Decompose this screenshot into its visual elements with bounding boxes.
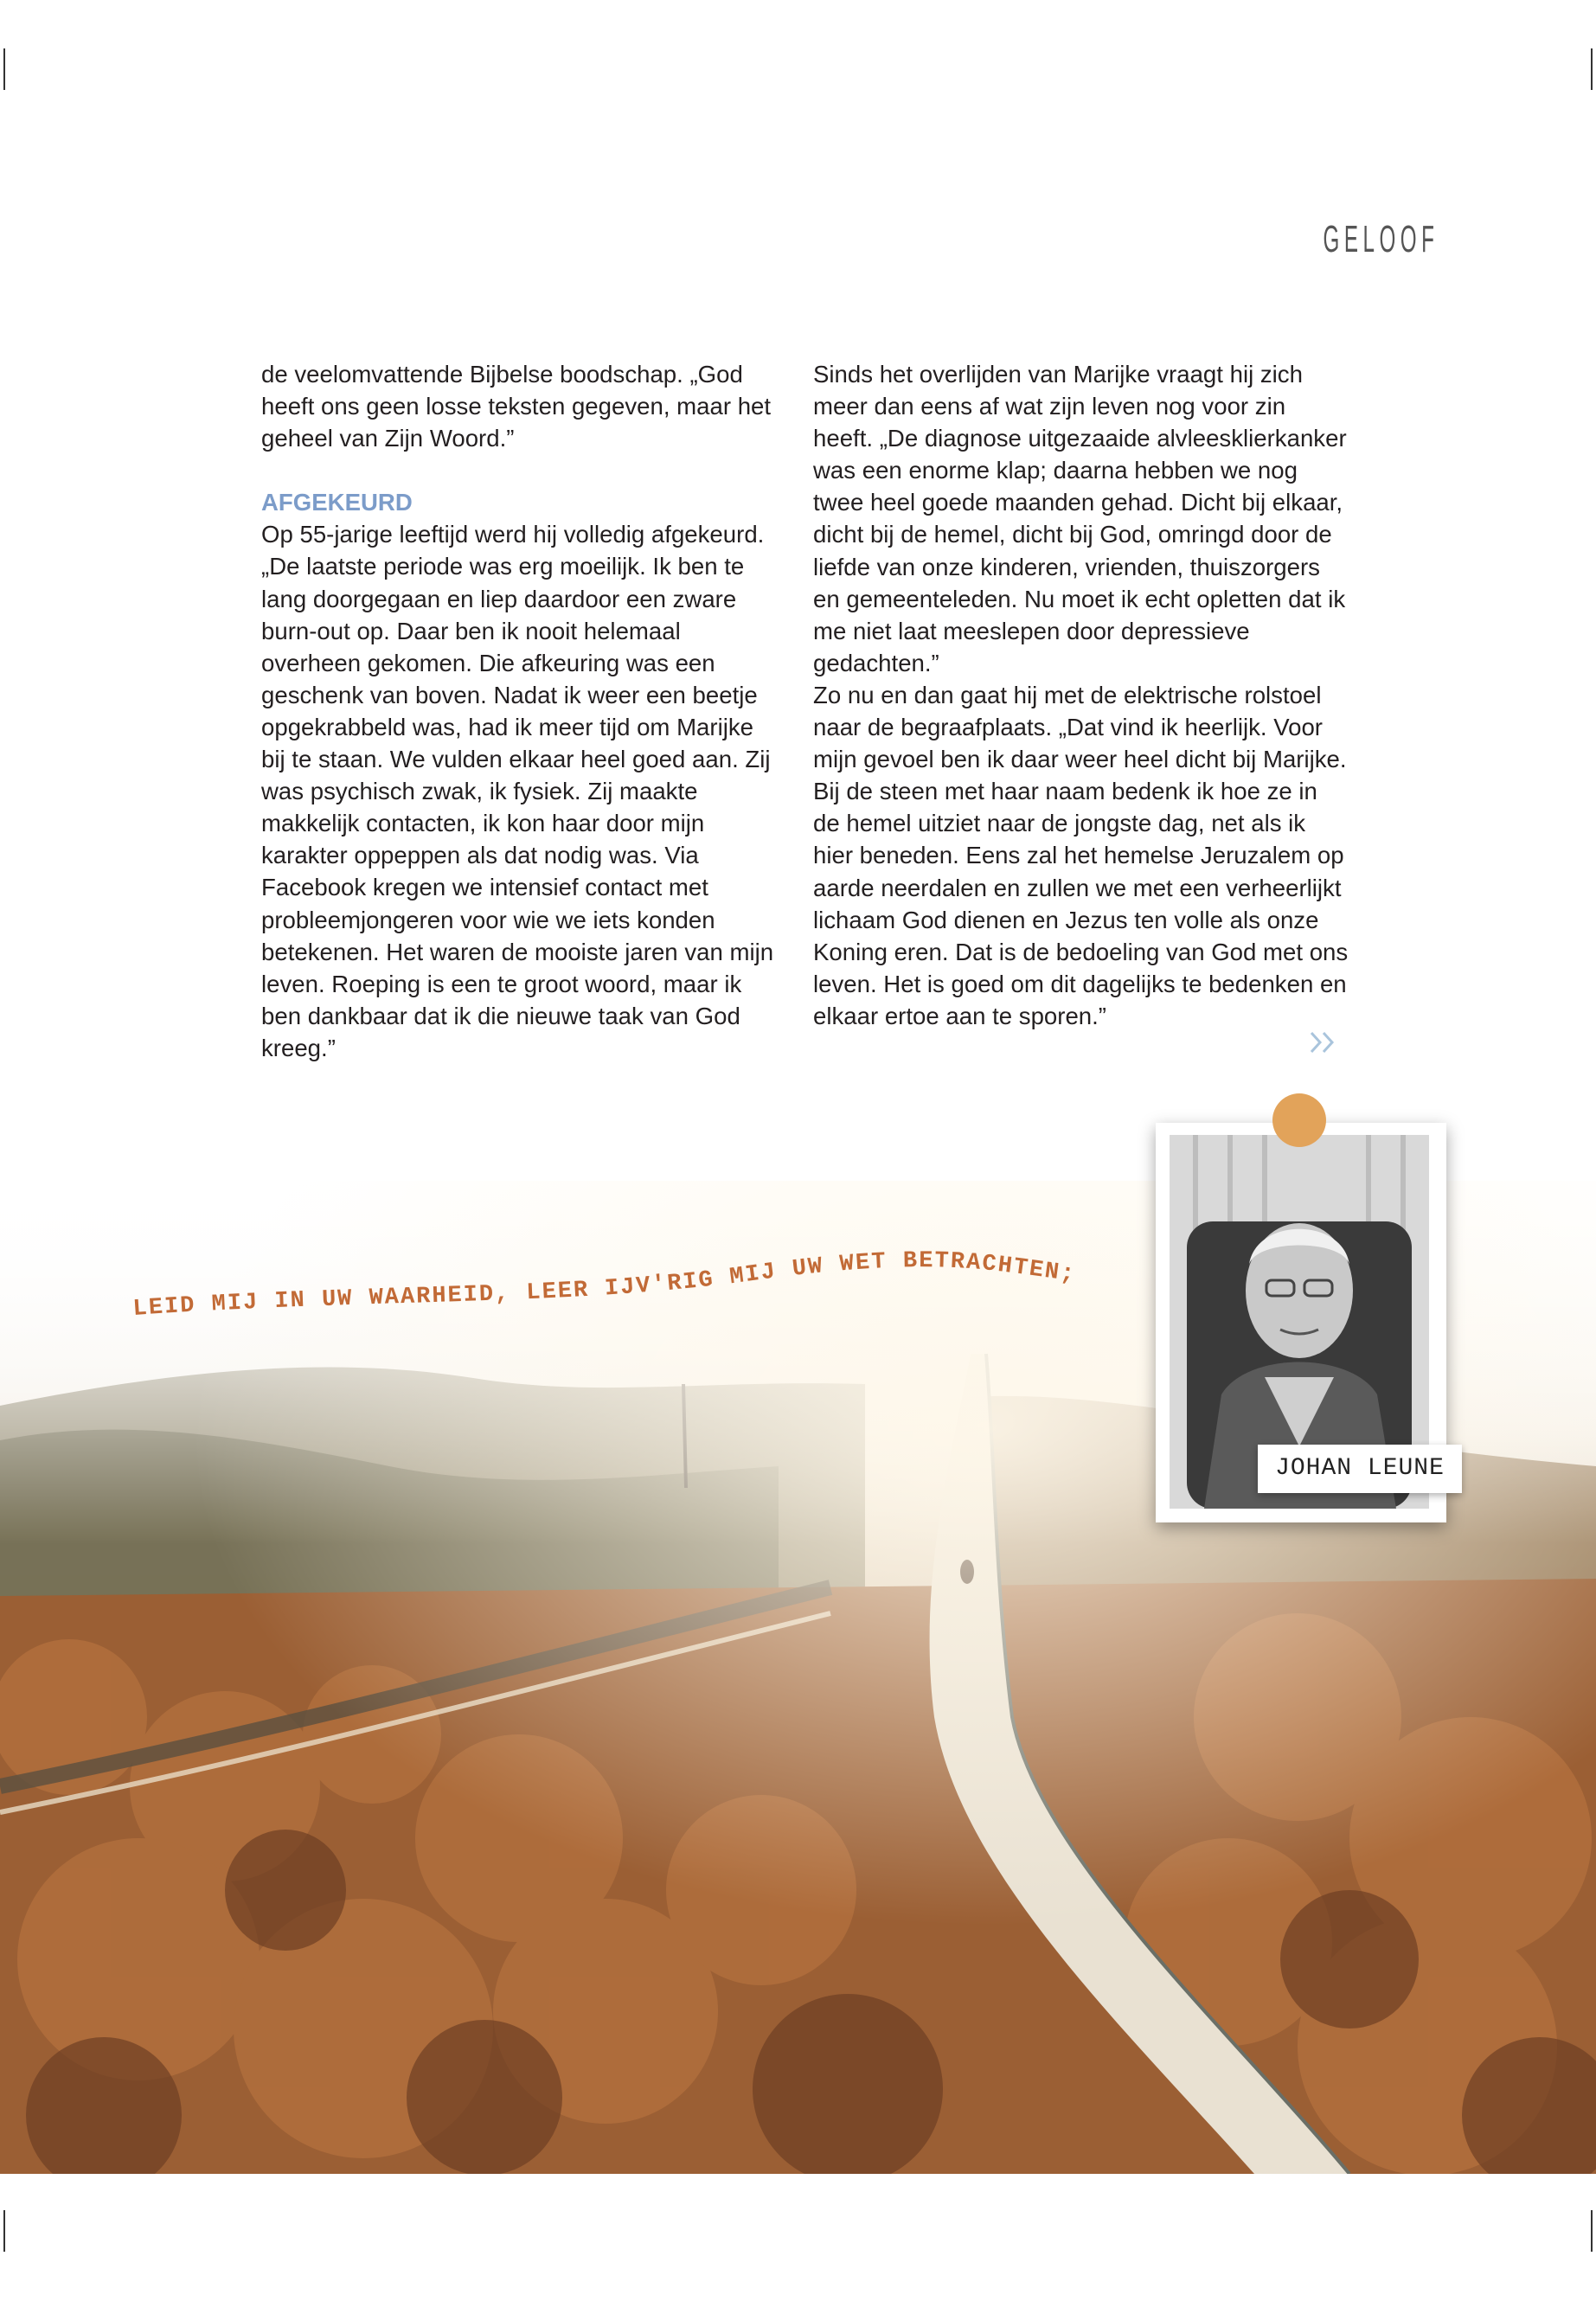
body-paragraph: Op 55-jarige leeftijd werd hij volledig afgekeurd. „De laatste periode was erg moeilijk. Ik ben te lang doorgegaan en liep daardoor een zware burn-out op. Daar ben ik nooit helemaal overheen gekomen. Die afkeuring was een geschenk van boven. Nadat ik weer een beetje opgekrabbeld was, had ik meer tijd om Marijke bij te staan. We vulden elkaar heel goed aan. Zij was psychisch zwak, ik fysiek. Zij maakte makkelijk contacten, ik kon haar door mijn karakter oppeppen als dat nodig was. Via Facebook kregen we intensief contact met probleemjongeren voor wie we iets konden betekenen. Het waren de mooiste jaren van mijn leven. Roeping is een te groot woord, maar ik ben dankbaar dat ik die nieuwe taak van God kreeg.”	[261, 521, 774, 1061]
crop-mark-bottom-right	[1591, 2210, 1593, 2252]
right-column	[813, 358, 1349, 1032]
svg-text:LEID MIJ IN UW WAARHEID, LEER	[132, 1248, 1078, 1323]
subheading: AFGEKEURD	[261, 489, 413, 516]
paragraph-1: Sinds het overlijden van Marijke vraagt hij zich meer dan eens af wat zijn leven nog voor zin heeft. „De diagnose uitgezaaide alvleesklierkanker was een enorme klap; daarna hebben we nog twee heel goede maanden gehad. Dicht bij elkaar, dicht bij de hemel, dicht bij God, omringd door de liefde van onze kinderen, vrienden, thuiszorgers en gemeenteleden. Nu moet ik echt opletten dat ik me niet laat meeslepen door depressieve gedachten.”	[813, 361, 1347, 676]
paragraph-2: Zo nu en dan gaat hij met de elektrische rolstoel naar de begraafplaats. „Dat vind ik heerlijk. Voor mijn gevoel ben ik daar weer heel dicht bij Marijke. Bij de steen met haar naam bedenk ik hoe ze in de hemel uitziet naar de jongste dag, net als ik hier beneden. Eens zal het hemelse Jeruzalem op aarde neerdalen en zullen we met een verheerlijkt lichaam God dienen en Jezus ten volle als onze Koning eren. Dat is de bedoeling van God met ons leven. Het is goed om dit dagelijks te bedenken en elkaar ertoe aan te sporen.”	[813, 681, 1349, 1029]
section-label: GELOOF	[1323, 218, 1439, 260]
crop-mark-top-right	[1591, 48, 1593, 90]
intro-paragraph: de veelomvattende Bijbelse boodschap. „God heeft ons geen losse teksten gegeven, maar het geheel van Zijn Woord.”	[261, 361, 772, 452]
crop-mark-bottom-left	[3, 2210, 5, 2252]
portrait-name-tag: JOHAN LEUNE	[1258, 1445, 1462, 1493]
scripture-quote-path	[130, 1246, 1081, 1332]
double-chevron-right-icon	[1308, 1029, 1339, 1055]
crop-mark-top-left	[3, 48, 5, 90]
scripture-quote	[130, 1246, 1081, 1332]
left-column	[261, 358, 780, 1064]
pin-dot	[1272, 1093, 1326, 1147]
scripture-quote-text: LEID MIJ IN UW WAARHEID, LEER IJV'RIG MIJ UW WET BETRACHTEN;	[131, 1248, 1078, 1323]
